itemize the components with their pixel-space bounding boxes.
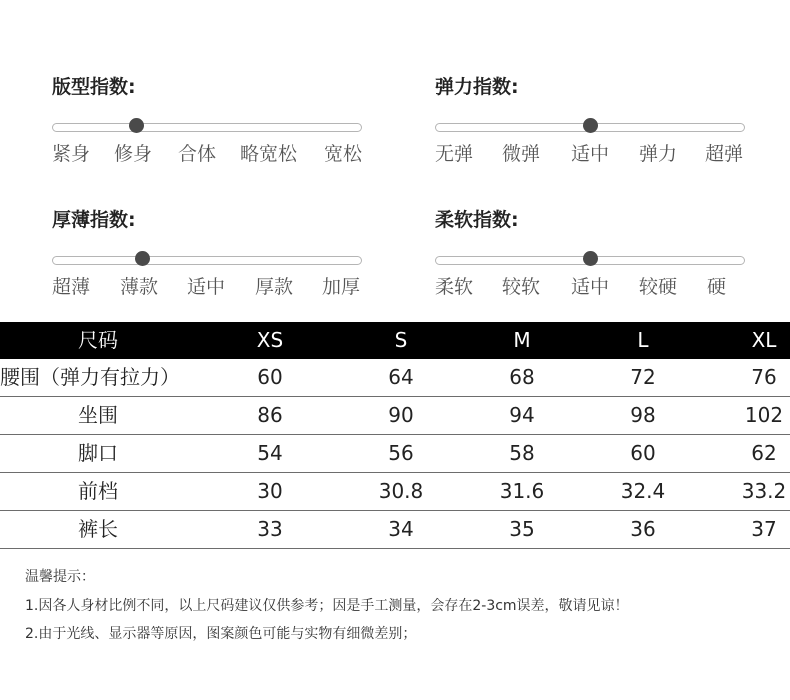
- table-cell: 37: [751, 517, 777, 541]
- table-row: [0, 359, 790, 397]
- softness-index-title: 柔软指数:: [435, 209, 519, 231]
- thickness-index-knob: [135, 251, 150, 266]
- fit-index-title: 版型指数:: [52, 76, 136, 98]
- fit-label: 修身: [114, 143, 153, 165]
- table-row: [0, 397, 790, 435]
- softness-index: [435, 206, 747, 298]
- header-cell: XS: [256, 328, 284, 352]
- thickness-label: 适中: [187, 276, 226, 298]
- table-row: [0, 511, 790, 549]
- table-cell: 68: [509, 365, 535, 389]
- table-row: [0, 473, 790, 511]
- table-cell: 60: [630, 441, 656, 465]
- fit-label: 合体: [178, 143, 217, 165]
- fit-index: [52, 73, 364, 165]
- table-cell: 90: [388, 403, 414, 427]
- thickness-label: 加厚: [322, 276, 361, 298]
- tips-section: [25, 563, 629, 648]
- table-cell: 30: [257, 479, 283, 503]
- elasticity-index-title: 弹力指数:: [435, 76, 519, 98]
- table-cell: 36: [630, 517, 656, 541]
- table-cell: 31.6: [499, 479, 545, 503]
- fit-index-labels: [52, 139, 364, 167]
- table-cell: 32.4: [620, 479, 666, 503]
- thickness-index: [52, 206, 364, 298]
- tips-line-1: 1.因各人身材比例不同，以上尺码建议仅供参考；因是手工测量，会存在2-3cm误差，敬请见谅！: [25, 598, 629, 614]
- elasticity-label: 无弹: [435, 143, 474, 165]
- fit-index-track: [52, 123, 362, 132]
- softness-index-knob: [583, 251, 598, 266]
- softness-label: 柔软: [435, 276, 474, 298]
- softness-index-labels: [435, 272, 747, 300]
- fit-label: 紧身: [52, 143, 91, 165]
- table-cell: 98: [630, 403, 656, 427]
- elasticity-label: 超弹: [705, 143, 744, 165]
- fit-label: 略宽松: [240, 143, 298, 165]
- header-cell: 尺码: [78, 328, 118, 352]
- row-label: 脚口: [78, 441, 118, 465]
- table-cell: 33: [257, 517, 283, 541]
- table-cell: 56: [388, 441, 414, 465]
- table-cell: 30.8: [378, 479, 424, 503]
- row-label: 裤长: [78, 517, 118, 541]
- table-cell: 76: [751, 365, 777, 389]
- thickness-label: 薄款: [120, 276, 159, 298]
- header-cell: S: [394, 328, 408, 352]
- table-cell: 60: [257, 365, 283, 389]
- fit-index-knob: [129, 118, 144, 133]
- softness-label: 较硬: [639, 276, 678, 298]
- elasticity-label: 适中: [571, 143, 610, 165]
- table-cell: 35: [509, 517, 535, 541]
- table-cell: 62: [751, 441, 777, 465]
- size-table-header: [0, 322, 790, 359]
- size-table: [0, 322, 790, 549]
- elasticity-index: [435, 73, 747, 165]
- fit-label: 宽松: [324, 143, 363, 165]
- header-cell: L: [637, 328, 649, 352]
- row-label: 腰围（弹力有拉力）: [0, 365, 180, 389]
- elasticity-index-knob: [583, 118, 598, 133]
- header-cell: M: [513, 328, 531, 352]
- elasticity-index-labels: [435, 139, 747, 167]
- table-cell: 54: [257, 441, 283, 465]
- table-cell: 72: [630, 365, 656, 389]
- softness-label: 较软: [502, 276, 541, 298]
- softness-label: 适中: [571, 276, 610, 298]
- elasticity-label: 微弹: [502, 143, 541, 165]
- table-cell: 102: [744, 403, 784, 427]
- table-cell: 64: [388, 365, 414, 389]
- thickness-label: 超薄: [52, 276, 91, 298]
- table-cell: 94: [509, 403, 535, 427]
- table-cell: 58: [509, 441, 535, 465]
- table-row: [0, 435, 790, 473]
- tips-title: 温馨提示：: [25, 569, 95, 585]
- thickness-index-labels: [52, 272, 364, 300]
- row-label: 前档: [78, 479, 118, 503]
- thickness-index-title: 厚薄指数:: [52, 209, 136, 231]
- table-cell: 34: [388, 517, 414, 541]
- table-cell: 86: [257, 403, 283, 427]
- row-label: 坐围: [78, 403, 118, 427]
- tips-line-2: 2.由于光线、显示器等原因，图案颜色可能与实物有细微差别；: [25, 626, 417, 642]
- softness-label: 硬: [707, 276, 727, 298]
- thickness-label: 厚款: [255, 276, 294, 298]
- table-cell: 33.2: [741, 479, 787, 503]
- thickness-index-track: [52, 256, 362, 265]
- header-cell: XL: [751, 328, 777, 352]
- elasticity-label: 弹力: [639, 143, 678, 165]
